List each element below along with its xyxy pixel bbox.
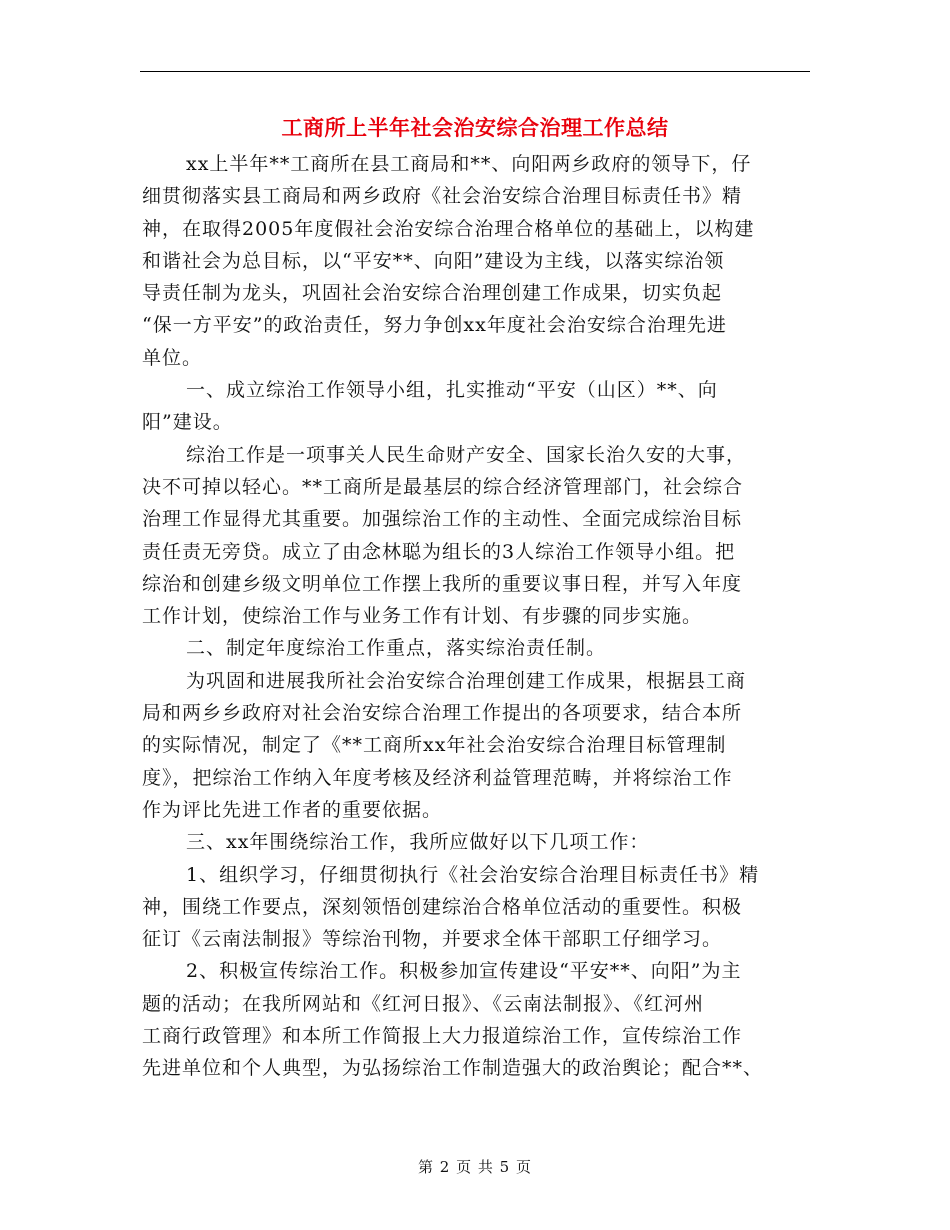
body-text-line: 决不可掉以轻心。**工商所是最基层的综合经济管理部门，社会综合 [142,475,744,498]
body-text-line: 2、积极宣传综治工作。积极参加宣传建设“平安**、向阳”为主 [186,960,742,983]
body-text-line: 工作计划，使综治工作与业务工作有计划、有步骤的同步实施。 [142,605,703,628]
body-text-line: 度》，把综治工作纳入年度考核及经济利益管理范畴，并将综治工作 [142,766,733,789]
body-text-line: 一、成立综治工作领导小组，扎实推动“平安（山区）**、向 [186,379,718,402]
body-text-line: 综治和创建乡级文明单位工作摆上我所的重要议事日程，并写入年度 [142,572,743,595]
body-text-line: 作为评比先进工作者的重要依据。 [142,798,443,821]
body-text-line: 二、制定年度综治工作重点，落实综治责任制。 [186,637,607,660]
body-text-line: 和谐社会为总目标，以“平安**、向阳”建设为主线，以落实综治领 [142,249,725,272]
page-number: 第 2 页 共 5 页 [418,1158,532,1176]
body-text-line: 神，围绕工作要点，深刻领悟创建综治合格单位活动的重要性。积极 [142,895,743,918]
body-text-line: 1、组织学习，仔细贯彻执行《社会治安综合治理目标责任书》精 [186,863,760,886]
body-text-line: 神，在取得2005年度假社会治安综合治理合格单位的基础上，以构建 [142,217,755,240]
body-text-line: 阳”建设。 [142,411,233,434]
body-text-line: 三、xx年围绕综治工作，我所应做好以下几项工作： [186,831,650,854]
body-text-line: 的实际情况，制定了《**工商所xx年社会治安综合治理目标管理制 [142,734,727,757]
body-text-line: 综治工作是一项事关人民生命财产安全、国家长治久安的大事， [186,443,747,466]
body-text-line: 单位。 [142,346,203,369]
body-text-line: “保一方平安”的政治责任，努力争创xx年度社会治安综合治理先进 [142,314,727,337]
body-text-line: 征订《云南法制报》等综治刊物，并要求全体干部职工仔细学习。 [142,928,723,951]
body-text-line: 题的活动；在我所网站和《红河日报》、《云南法制报》、《红河州 [142,992,705,1015]
body-text-line: 治理工作显得尤其重要。加强综治工作的主动性、全面完成综治目标 [142,508,743,531]
body-text-line: 先进单位和个人典型，为弘扬综治工作制造强大的政治舆论；配合**、 [142,1057,764,1080]
document-body [142,148,810,1085]
body-text-line: 导责任制为龙头，巩固社会治安综合治理创建工作成果，切实负起 [142,282,723,305]
body-text-line: 工商行政管理》和本所工作简报上大力报道综治工作，宣传综治工作 [142,1025,743,1048]
body-text-line: 细贯彻落实县工商局和两乡政府《社会治安综合治理目标责任书》精 [142,185,743,208]
body-text-line: 局和两乡乡政府对社会治安综合治理工作提出的各项要求，结合本所 [142,702,743,725]
body-text-line: xx上半年**工商所在县工商局和**、向阳两乡政府的领导下，仔 [186,153,752,175]
body-text-line: 为巩固和进展我所社会治安综合治理创建工作成果，根据县工商 [186,669,747,692]
document-title: 工商所上半年社会治安综合治理工作总结 [281,115,669,140]
header-rule [140,71,810,72]
body-text-line: 责任责无旁贷。成立了由念林聪为组长的3人综治工作领导小组。把 [142,540,736,563]
